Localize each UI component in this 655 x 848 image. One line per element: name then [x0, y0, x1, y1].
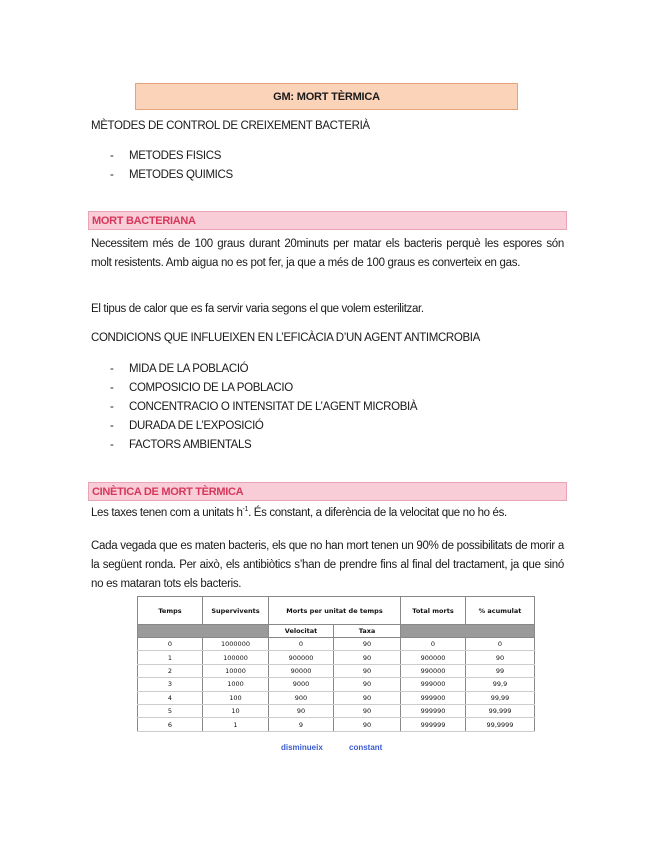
- subheader-taxa: Taxa: [334, 625, 401, 638]
- header-morts: Morts per unitat de temps: [269, 597, 401, 625]
- table-cell: 100000: [203, 651, 269, 664]
- table-cell: 999990: [401, 704, 466, 717]
- table-cell: 0: [466, 638, 535, 651]
- header-supervivents: Supervivents: [203, 597, 269, 625]
- intro-heading: MÈTODES DE CONTROL DE CREIXEMENT BACTERIÀ: [91, 120, 370, 132]
- gray-cell: [138, 625, 269, 638]
- table-cell: 1000: [203, 678, 269, 691]
- header-temps: Temps: [138, 597, 203, 625]
- subheader-velocitat: Velocitat: [269, 625, 334, 638]
- table-cell: 99,9999: [466, 718, 535, 731]
- table-cell: 0: [401, 638, 466, 651]
- page-title: [135, 83, 518, 110]
- table-cell: 10000: [203, 664, 269, 677]
- table-row: [138, 651, 535, 664]
- table-row: [138, 678, 535, 691]
- table-cell: 90: [269, 704, 334, 717]
- table-row: [138, 638, 535, 651]
- table-cell: 6: [138, 718, 203, 731]
- paragraph-kill-rate: Cada vegada que es maten bacteris, els que no han mort tenen un 90% de possibilitats de morir a la següent ronda. Per això, els antibiòtics s’han de prendre fins al final del tractament, ja que sinó no es mataran tots els bacteris.: [91, 540, 564, 590]
- table-cell: 999000: [401, 678, 466, 691]
- table-cell: 999900: [401, 691, 466, 704]
- table-cell: 90: [334, 704, 401, 717]
- page-title-text: GM: MORT TÈRMICA: [273, 90, 380, 103]
- table-cell: 990000: [401, 664, 466, 677]
- table-cell: 90: [466, 651, 535, 664]
- table-cell: 90: [334, 691, 401, 704]
- table-cell: 2: [138, 664, 203, 677]
- table-cell: 0: [138, 638, 203, 651]
- section-heading-cinetica: CINÈTICA DE MORT TÈRMICA: [88, 482, 567, 501]
- section-heading-mort-bacteriana: MORT BACTERIANA: [88, 211, 567, 230]
- table-cell: 900: [269, 691, 334, 704]
- gray-cell: [401, 625, 535, 638]
- paragraph-temperature: Necessitem més de 100 graus durant 20minuts per matar els bacteris perquè les espores són molt resistents. Amb aigua no es pot fer, ja que a més de 100 graus es converteix en gas.: [91, 238, 564, 269]
- note-velocitat: disminueix: [281, 743, 323, 752]
- conditions-heading: CONDICIONS QUE INFLUEIXEN EN L’EFICÀCIA D’UN AGENT ANTIMCROBIA: [91, 332, 480, 344]
- table-cell: 900000: [269, 651, 334, 664]
- table-row: [138, 691, 535, 704]
- table-cell: 1: [203, 718, 269, 731]
- table-cell: 90: [334, 664, 401, 677]
- table-cell: 99,999: [466, 704, 535, 717]
- table-cell: 100: [203, 691, 269, 704]
- table-cell: 10: [203, 704, 269, 717]
- table-cell: 1000000: [203, 638, 269, 651]
- table-cell: 90: [334, 651, 401, 664]
- table-row: [138, 718, 535, 731]
- table-cell: 4: [138, 691, 203, 704]
- header-acumulat: % acumulat: [466, 597, 535, 625]
- table-cell: 0: [269, 638, 334, 651]
- paragraph-rates: Les taxes tenen com a unitats $h^{-1}$. És constant, a diferència de la velocitat que no ho és.: [91, 506, 507, 519]
- table-cell: 5: [138, 704, 203, 717]
- table-cell: 99,9: [466, 678, 535, 691]
- note-taxa: constant: [349, 743, 383, 752]
- table-cell: 900000: [401, 651, 466, 664]
- table-cell: 99: [466, 664, 535, 677]
- header-total-morts: Total morts: [401, 597, 466, 625]
- table-cell: 90: [334, 678, 401, 691]
- table-cell: 1: [138, 651, 203, 664]
- table-cell: 3: [138, 678, 203, 691]
- table-cell: 90: [334, 718, 401, 731]
- table-cell: 90000: [269, 664, 334, 677]
- death-kinetics-table: [137, 596, 535, 752]
- table-cell: 9: [269, 718, 334, 731]
- table-cell: 99,99: [466, 691, 535, 704]
- paragraph-heat-type: El tipus de calor que es fa servir varia segons el que volem esterilitzar.: [91, 303, 424, 315]
- table-row: [138, 664, 535, 677]
- table-cell: 9000: [269, 678, 334, 691]
- table-cell: 90: [334, 638, 401, 651]
- table-cell: 999999: [401, 718, 466, 731]
- table-row: [138, 704, 535, 717]
